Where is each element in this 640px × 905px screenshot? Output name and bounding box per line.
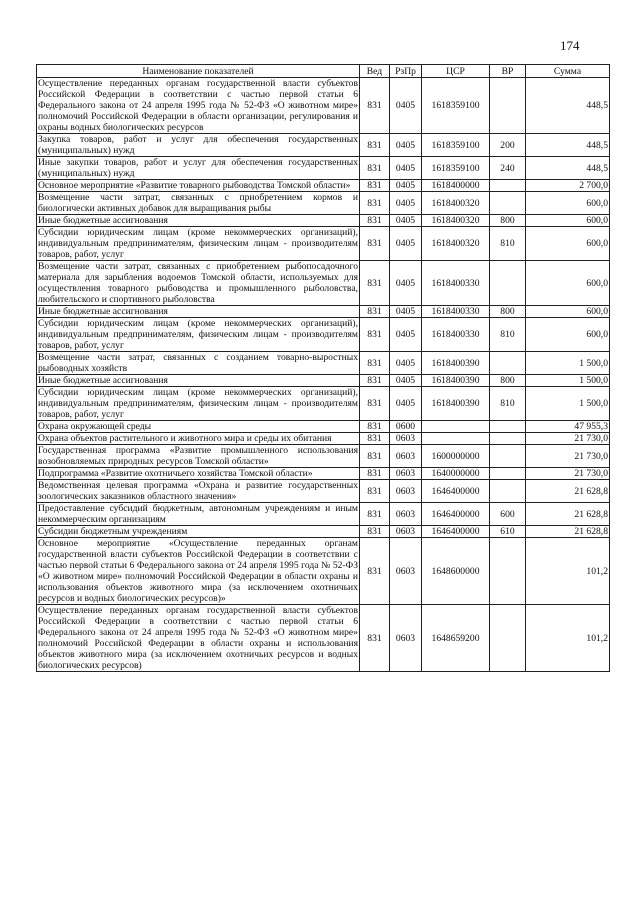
table-row	[37, 538, 610, 605]
cell-sum: 1 500,0	[526, 352, 610, 375]
cell-ved: 831	[360, 468, 390, 480]
cell-ved: 831	[360, 375, 390, 387]
cell-csr: 1618400390	[422, 375, 490, 387]
cell-name: Субсидии бюджетным учреждениям	[37, 526, 360, 538]
cell-rzpr: 0600	[390, 421, 422, 433]
cell-vr	[490, 433, 526, 445]
cell-ved: 831	[360, 605, 390, 672]
cell-name: Охрана объектов растительного и животного мира и среды их обитания	[37, 433, 360, 445]
cell-sum: 448,5	[526, 157, 610, 180]
cell-name: Осуществление переданных органам государственной власти субъектов Российской Федерации в соответствии с частью первой статьи 6 Федерального закона от 24 апреля 1995 года № 52-ФЗ «О животном мире» полномочий Российской Федерации в области организации, регулирования и охраны водных биологических ресурсов	[38, 78, 358, 133]
cell-csr: 1618400390	[422, 387, 490, 421]
cell-ved: 831	[360, 503, 390, 526]
table-row	[37, 227, 610, 261]
cell-name: Основное мероприятие «Осуществление переданных органам государственной власти субъектов Российской Федерации в соответствии с частью первой статьи 6 Федерального закона от 24 апреля 1995 года № 52-ФЗ «О животном мире» полномочий Российской Федерации в области охраны и использования объектов животного мира (за исключением охотничьих ресурсов и водных биологических ресурсов)»	[38, 538, 358, 604]
cell-sum: 101,2	[526, 605, 610, 672]
cell-ved: 831	[360, 78, 390, 134]
header-ved: Вед	[360, 65, 390, 78]
cell-sum: 600,0	[526, 261, 610, 306]
table-row	[37, 503, 610, 526]
cell-name: Государственная программа «Развитие промышленного использования возобновляемых природных ресурсов Томской области»	[38, 445, 358, 467]
cell-vr: 800	[490, 375, 526, 387]
cell-ved: 831	[360, 387, 390, 421]
cell-csr: 1618359100	[422, 78, 490, 134]
cell-vr	[490, 445, 526, 468]
cell-rzpr: 0603	[390, 503, 422, 526]
cell-ved: 831	[360, 215, 390, 227]
cell-rzpr: 0603	[390, 605, 422, 672]
cell-csr: 1618359100	[422, 157, 490, 180]
cell-sum: 600,0	[526, 318, 610, 352]
cell-name: Возмещение части затрат, связанных с приобретением рыбопосадочного материала для зарыбления водоемов Томской области, используемых для осуществления товарного рыбоводства и промышленного рыболовства, любительского и спортивного рыболовства	[38, 261, 358, 305]
table-header-row	[37, 65, 610, 78]
cell-rzpr: 0603	[390, 445, 422, 468]
page-number: 174	[560, 38, 580, 53]
cell-rzpr: 0405	[390, 352, 422, 375]
header-csr: ЦСР	[422, 65, 490, 78]
table-row	[37, 375, 610, 387]
cell-vr: 240	[490, 157, 526, 180]
cell-name: Осуществление переданных органам государственной власти субъектов Российской Федерации в соответствии с частью первой статьи 6 Федерального закона от 24 апреля 1995 года № 52-ФЗ «О животном мире» полномочий Российской Федерации в области охраны и использования объектов животного мира (за исключением охотничьих ресурсов и водных биологических ресурсов)	[38, 605, 358, 671]
cell-vr	[490, 180, 526, 192]
cell-rzpr: 0405	[390, 387, 422, 421]
cell-ved: 831	[360, 318, 390, 352]
table-row	[37, 526, 610, 538]
cell-rzpr: 0405	[390, 215, 422, 227]
cell-name: Иные бюджетные ассигнования	[37, 306, 360, 318]
cell-rzpr: 0405	[390, 78, 422, 134]
cell-csr: 1600000000	[422, 445, 490, 468]
cell-rzpr: 0405	[390, 192, 422, 215]
cell-rzpr: 0405	[390, 318, 422, 352]
cell-vr: 810	[490, 318, 526, 352]
cell-csr: 1618400330	[422, 318, 490, 352]
table-row	[37, 318, 610, 352]
cell-csr: 1618400320	[422, 227, 490, 261]
cell-sum: 600,0	[526, 306, 610, 318]
cell-vr	[490, 352, 526, 375]
cell-ved: 831	[360, 306, 390, 318]
header-sum: Сумма	[526, 65, 610, 78]
table-row	[37, 480, 610, 503]
header-rzpr: РзПр	[390, 65, 422, 78]
cell-name: Ведомственная целевая программа «Охрана и развитие государственных зоологических заказников областного значения»	[38, 480, 358, 502]
cell-vr	[490, 605, 526, 672]
cell-rzpr: 0405	[390, 157, 422, 180]
cell-vr: 800	[490, 306, 526, 318]
cell-vr	[490, 78, 526, 134]
cell-name: Возмещение части затрат, связанных с приобретением кормов и биологически активных добавок для выращивания рыбы	[38, 192, 358, 214]
cell-sum: 21 628,8	[526, 526, 610, 538]
cell-csr: 1646400000	[422, 526, 490, 538]
cell-vr	[490, 480, 526, 503]
cell-csr	[422, 433, 490, 445]
cell-csr: 1618400330	[422, 306, 490, 318]
header-name: Наименование показателей	[37, 65, 360, 78]
cell-csr: 1618400390	[422, 352, 490, 375]
cell-ved: 831	[360, 421, 390, 433]
cell-csr	[422, 421, 490, 433]
cell-name: Иные закупки товаров, работ и услуг для обеспечения государственных (муниципальных) нужд	[38, 157, 358, 179]
cell-sum: 21 730,0	[526, 468, 610, 480]
table-row	[37, 192, 610, 215]
cell-rzpr: 0603	[390, 538, 422, 605]
cell-vr: 800	[490, 215, 526, 227]
cell-name: Субсидии юридическим лицам (кроме некоммерческих организаций), индивидуальным предпринимателям, физическим лицам - производителям товаров, работ, услуг	[38, 387, 358, 420]
cell-sum: 448,5	[526, 78, 610, 134]
cell-name: Субсидии юридическим лицам (кроме некоммерческих организаций), индивидуальным предпринимателям, физическим лицам - производителям товаров, работ, услуг	[38, 318, 358, 351]
cell-vr	[490, 538, 526, 605]
cell-ved: 831	[360, 261, 390, 306]
cell-vr: 200	[490, 134, 526, 157]
cell-vr	[490, 468, 526, 480]
cell-vr	[490, 192, 526, 215]
cell-name: Предоставление субсидий бюджетным, автономным учреждениям и иным некоммерческим организациям	[38, 503, 358, 525]
table-row	[37, 445, 610, 468]
cell-vr	[490, 421, 526, 433]
cell-sum: 600,0	[526, 215, 610, 227]
cell-ved: 831	[360, 157, 390, 180]
cell-name: Подпрограмма «Развитие охотничьего хозяйства Томской области»	[37, 468, 360, 480]
cell-rzpr: 0603	[390, 433, 422, 445]
table-row	[37, 261, 610, 306]
cell-ved: 831	[360, 445, 390, 468]
cell-ved: 831	[360, 227, 390, 261]
cell-ved: 831	[360, 538, 390, 605]
cell-vr: 810	[490, 387, 526, 421]
header-vr: ВР	[490, 65, 526, 78]
cell-ved: 831	[360, 134, 390, 157]
cell-name: Основное мероприятие «Развитие товарного рыбоводства Томской области»	[37, 180, 360, 192]
cell-vr: 810	[490, 227, 526, 261]
cell-name: Иные бюджетные ассигнования	[37, 215, 360, 227]
cell-rzpr: 0405	[390, 134, 422, 157]
table-row	[37, 468, 610, 480]
cell-ved: 831	[360, 192, 390, 215]
cell-vr: 600	[490, 503, 526, 526]
cell-rzpr: 0405	[390, 306, 422, 318]
cell-sum: 600,0	[526, 192, 610, 215]
cell-ved: 831	[360, 352, 390, 375]
cell-ved: 831	[360, 526, 390, 538]
cell-sum: 21 730,0	[526, 433, 610, 445]
cell-sum: 1 500,0	[526, 387, 610, 421]
cell-sum: 21 730,0	[526, 445, 610, 468]
cell-csr: 1648659200	[422, 605, 490, 672]
cell-csr: 1618400320	[422, 192, 490, 215]
cell-sum: 600,0	[526, 227, 610, 261]
cell-csr: 1646400000	[422, 503, 490, 526]
cell-rzpr: 0603	[390, 468, 422, 480]
cell-name: Закупка товаров, работ и услуг для обеспечения государственных (муниципальных) нужд	[38, 134, 358, 156]
cell-sum: 21 628,8	[526, 503, 610, 526]
cell-ved: 831	[360, 433, 390, 445]
cell-name: Субсидии юридическим лицам (кроме некоммерческих организаций), индивидуальным предпринимателям, физическим лицам - производителям товаров, работ, услуг	[38, 227, 358, 260]
table-row	[37, 605, 610, 672]
cell-rzpr: 0603	[390, 526, 422, 538]
cell-rzpr: 0405	[390, 180, 422, 192]
cell-name: Иные бюджетные ассигнования	[37, 375, 360, 387]
cell-name: Возмещение части затрат, связанных с созданием товарно-выростных рыбоводных хозяйств	[38, 352, 358, 374]
cell-rzpr: 0405	[390, 261, 422, 306]
cell-csr: 1618359100	[422, 134, 490, 157]
cell-csr: 1640000000	[422, 468, 490, 480]
table-row	[37, 421, 610, 433]
cell-name: Охрана окружающей среды	[37, 421, 360, 433]
cell-rzpr: 0603	[390, 480, 422, 503]
cell-csr: 1646400000	[422, 480, 490, 503]
cell-rzpr: 0405	[390, 227, 422, 261]
cell-sum: 2 700,0	[526, 180, 610, 192]
table-row	[37, 352, 610, 375]
cell-rzpr: 0405	[390, 375, 422, 387]
cell-ved: 831	[360, 480, 390, 503]
table-row	[37, 78, 610, 134]
table-row	[37, 306, 610, 318]
cell-vr: 610	[490, 526, 526, 538]
cell-csr: 1618400000	[422, 180, 490, 192]
table-row	[37, 387, 610, 421]
table-row	[37, 215, 610, 227]
table-row	[37, 433, 610, 445]
table-row	[37, 134, 610, 157]
cell-sum: 101,2	[526, 538, 610, 605]
cell-sum: 21 628,8	[526, 480, 610, 503]
budget-table	[36, 64, 610, 672]
cell-csr: 1648600000	[422, 538, 490, 605]
cell-sum: 448,5	[526, 134, 610, 157]
cell-sum: 1 500,0	[526, 375, 610, 387]
cell-csr: 1618400330	[422, 261, 490, 306]
cell-sum: 47 955,3	[526, 421, 610, 433]
cell-ved: 831	[360, 180, 390, 192]
table-row	[37, 157, 610, 180]
cell-csr: 1618400320	[422, 215, 490, 227]
cell-vr	[490, 261, 526, 306]
table-row	[37, 180, 610, 192]
